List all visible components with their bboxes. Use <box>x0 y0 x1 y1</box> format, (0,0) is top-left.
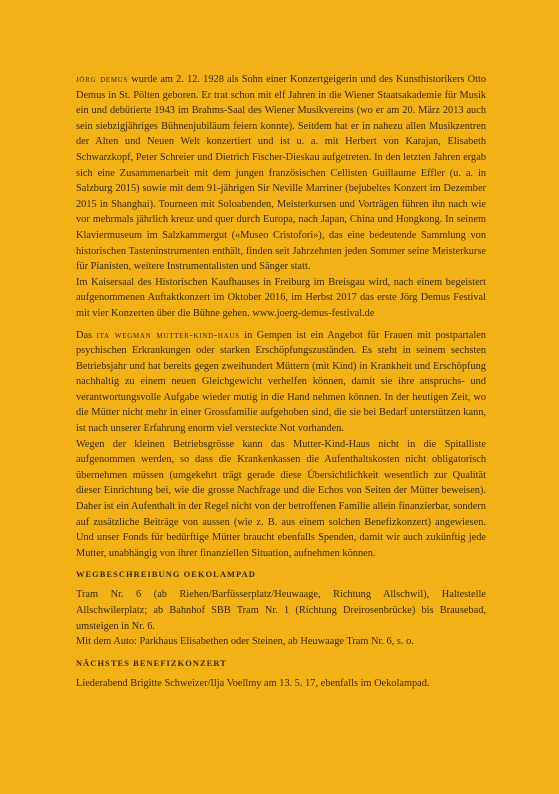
ita-funding-paragraph: Wegen der kleinen Betriebsgrösse kann das Mutter-Kind-Haus nicht in die Spitalliste aufgenommen werden, so dass die Krankenkassen die Aufenthaltskosten nicht obligatorisch übernehmen müssen (umgekehrt trägt gerade diese Übersichtlichkeit wesentlich zur Qualität dieser Einrichtung bei, wie die grosse Nachfrage und die Echos von Seiten der Mütter beweisen). Daher ist ein Aufenthalt in der Regel nicht von der betroffenen Familie allein finanzierbar, sondern auf zusätzliche Beiträge von aussen (wie z. B. aus einem solchen Benefizkonzert) angewiesen. Und unser Fonds für bedürftige Mütter braucht ebenfalls Spenden, damit wir auch zukünftig jede Mutter, unabhängig von ihrer finanziellen Situation, aufnehmen können. <box>76 438 486 559</box>
directions-heading: WEGBESCHREIBUNG OEKOLAMPAD <box>76 570 256 580</box>
next-concert-text: Liederabend Brigitte Schweizer/Ilja Voellmy am 13. 5. 17, ebenfalls im Oekolampad. <box>76 677 430 689</box>
ita-name: ita wegman mutter-kind-haus <box>96 329 240 341</box>
demus-name: jörg demus <box>76 74 129 85</box>
next-concert-heading: NÄCHSTES BENEFIZKONZERT <box>76 658 227 668</box>
ita-text-1: in Gempen ist ein Angebot für Frauen mit postpartalen psychischen Erkrankungen oder starken Erschöpfungszuständen. Es steht in seinem sechsten Betriebsjahr und hat bereits gegen zweihundert Müttern (mit Kind) in Krankheit und Erschöpfung nachhaltig zu einem neuen Gleichgewicht verhelfen können, damit sie ihre anspruchs- und verantwortungsvolle Aufgabe wieder mutig in die Hand nehmen können. In der heutigen Zeit, wo die Mütter nicht mehr in einer Grossfamilie aufgehoben sind, die sie bei Bedarf unterstützen kann, ist nach unserer Erfahrung enorm viel versteckte Not vorhanden. <box>76 329 487 435</box>
demus-festival-paragraph: Im Kaisersaal des Historischen Kaufhauses in Freiburg im Breisgau wird, nach einem begeistert aufgenommenen Auftaktkonzert im Oktober 2016, im Herbst 2017 das erste Jörg Demus Festival mit vier Konzerten über die Bühne gehen. www.joerg-demus-festival.de <box>76 276 486 319</box>
ita-lead: Das <box>76 329 97 341</box>
ita-intro-paragraph <box>76 328 486 437</box>
directions-car: Mit dem Auto: Parkhaus Elisabethen oder Steinen, ab Heuwaage Tram Nr. 6, s. o. <box>76 636 414 648</box>
text-column <box>76 72 486 691</box>
directions-tram: Tram Nr. 6 (ab Riehen/Barfüsserplatz/Heuwaage, Richtung Allschwil), Haltestelle Allschwilerplatz; ab Bahnhof SBB Tram Nr. 1 (Richtung Dreirosenbrücke) bis Brausebad, umsteigen in Nr. 6. <box>76 589 486 632</box>
demus-bio-text: wurde am 2. 12. 1928 als Sohn einer Konzertgeigerin und des Kunsthistorikers Otto Demus in St. Pölten geboren. Er trat schon mit elf Jahren in die Wiener Staatsakademie für Musik ein und debütierte 1943 im Brahms-Saal des Wiener Musikvereins (wo er am 20. März 2013 auch sein siebzigjähriges Bühnenjubiläum feiern konnte). Seitdem hat er in nahezu allen Musikzentren der Alten und Neuen Welt konzertiert und ist u. a. mit Herbert von Karajan, Elisabeth Schwarzkopf, Peter Schreier und Dietrich Fischer-Dieskau aufgetreten. In den letzten Jahren ergab sich eine Zusammenarbeit mit dem jungen französischen Cellisten Guillaume Effler (u. a. in Salzburg 2015) sowie mit dem 91-jährigen Sir Neville Marriner (bejubeltes Konzert im Dezember 2015 in Shanghai). Tourneen mit Soloabenden, Meisterkursen und Vorträgen führen ihn nach wie vor mehrmals jährlich kreuz und quer durch Europa, nach Japan, China und Hongkong. In seinem Klaviermuseum im Salzkammergut («Museo Cristofori»), das eine bedeutende Sammlung von historischen Tasteninstrumenten enthält, finden seit Jahrzehnten jeden Sommer seine Meisterkurse für Pianisten, weitere Instrumentalisten und Sänger statt. <box>76 74 487 273</box>
demus-bio-paragraph <box>76 72 486 275</box>
